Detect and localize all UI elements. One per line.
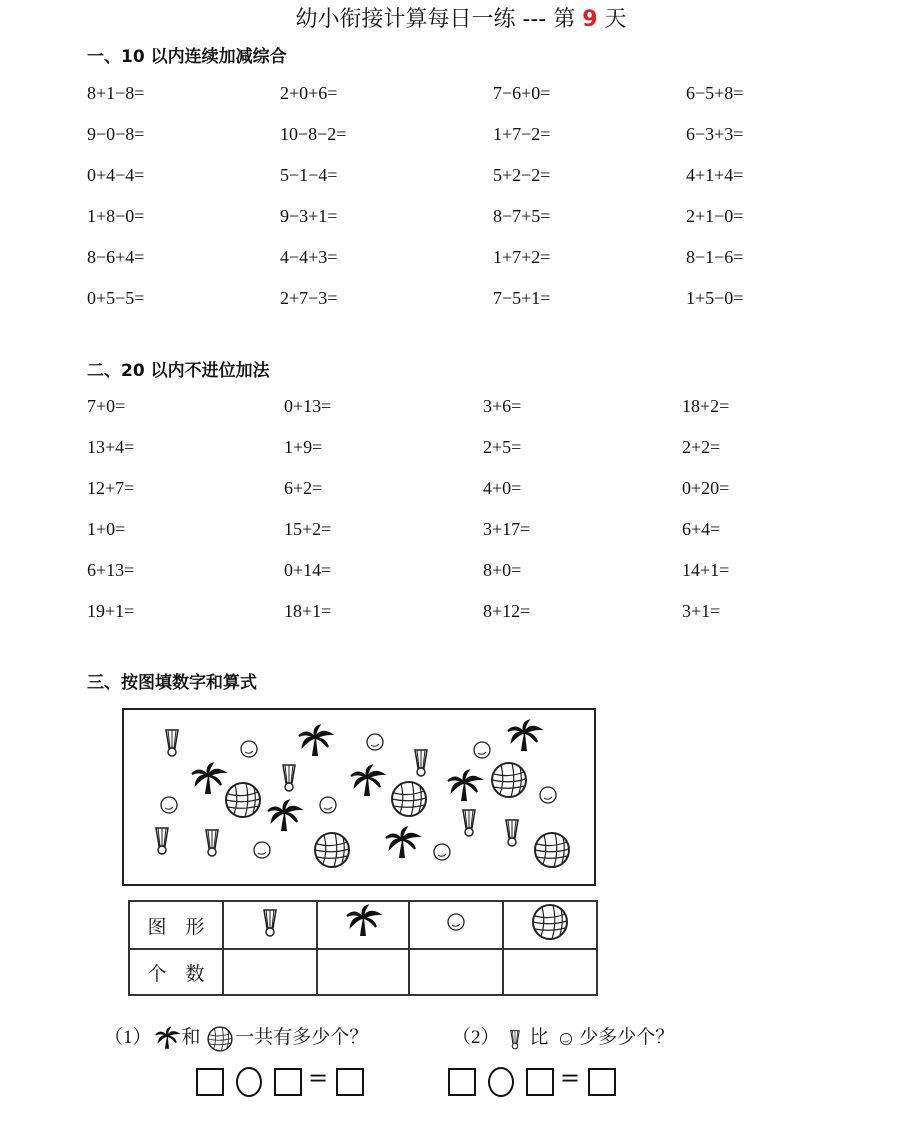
equation: 19+1= bbox=[87, 601, 135, 621]
equation: 2+1−0= bbox=[686, 206, 744, 226]
equation: 2+7−3= bbox=[280, 288, 338, 308]
equation: 7+0= bbox=[87, 396, 126, 416]
count-cell-circle[interactable] bbox=[409, 949, 503, 995]
equation: 6−3+3= bbox=[686, 124, 744, 144]
equation: 2+0+6= bbox=[280, 83, 338, 103]
picture-canvas bbox=[124, 710, 594, 884]
equation: 3+17= bbox=[483, 519, 531, 539]
page-title bbox=[0, 2, 922, 33]
equation: 7−5+1= bbox=[493, 288, 551, 308]
equation: 12+7= bbox=[87, 478, 135, 498]
equation: 15+2= bbox=[284, 519, 332, 539]
equation: 5+2−2= bbox=[493, 165, 551, 185]
small-circle-icon bbox=[553, 1025, 579, 1053]
small-circle-icon bbox=[409, 901, 503, 949]
section3-heading: 三、按图填数字和算式 bbox=[87, 673, 257, 693]
q1-number: （1） bbox=[104, 1027, 152, 1048]
count-cell-shuttlecock[interactable] bbox=[223, 949, 317, 995]
answer-box[interactable] bbox=[274, 1068, 302, 1096]
day-number: 9 bbox=[582, 7, 598, 32]
answer-box[interactable] bbox=[588, 1068, 616, 1096]
shuttlecock-icon bbox=[223, 901, 317, 949]
equation: 4−4+3= bbox=[280, 247, 338, 267]
count-cell-ball[interactable] bbox=[503, 949, 597, 995]
section2-heading: 二、20 以内不进位加法 bbox=[87, 361, 270, 381]
equation: 1+9= bbox=[284, 437, 323, 457]
count-table bbox=[128, 900, 598, 996]
section1-heading: 一、10 以内连续加减综合 bbox=[87, 47, 287, 67]
equation: 1+7−2= bbox=[493, 124, 551, 144]
answer-box[interactable] bbox=[336, 1068, 364, 1096]
equation: 8+1−8= bbox=[87, 83, 145, 103]
equation: 3+6= bbox=[483, 396, 522, 416]
equation: 2+5= bbox=[483, 437, 522, 457]
row-label: 个 数 bbox=[129, 949, 223, 995]
equation: 18+2= bbox=[682, 396, 730, 416]
equation: 6+4= bbox=[682, 519, 721, 539]
equals-sign: = bbox=[308, 1064, 329, 1092]
equation: 4+1+4= bbox=[686, 165, 744, 185]
ball-icon bbox=[503, 901, 597, 949]
equation: 0+13= bbox=[284, 396, 332, 416]
equation: 4+0= bbox=[483, 478, 522, 498]
equation: 6+13= bbox=[87, 560, 135, 580]
q2-text: 少多少个？ bbox=[579, 1027, 675, 1048]
equation: 2+2= bbox=[682, 437, 721, 457]
equation: 7−6+0= bbox=[493, 83, 551, 103]
equation: 1+5−0= bbox=[686, 288, 744, 308]
equation: 0+14= bbox=[284, 560, 332, 580]
equation: 6+2= bbox=[284, 478, 323, 498]
equation: 0+4−4= bbox=[87, 165, 145, 185]
equation: 10−8−2= bbox=[280, 124, 347, 144]
equation: 8+12= bbox=[483, 601, 531, 621]
equation: 5−1−4= bbox=[280, 165, 338, 185]
title-text: 幼小衔接计算每日一练 --- 第 bbox=[295, 7, 583, 32]
equation: 1+7+2= bbox=[493, 247, 551, 267]
title-suffix: 天 bbox=[597, 7, 627, 32]
equation: 14+1= bbox=[682, 560, 730, 580]
equation: 1+8−0= bbox=[87, 206, 145, 226]
equation: 18+1= bbox=[284, 601, 332, 621]
equation: 8+0= bbox=[483, 560, 522, 580]
equation: 8−6+4= bbox=[87, 247, 145, 267]
answer-box[interactable] bbox=[526, 1068, 554, 1096]
answer-box[interactable] bbox=[448, 1068, 476, 1096]
operator-circle[interactable] bbox=[236, 1067, 262, 1097]
equation: 0+5−5= bbox=[87, 288, 145, 308]
equation: 0+20= bbox=[682, 478, 730, 498]
q2-number: （2） bbox=[452, 1027, 500, 1048]
equation: 13+4= bbox=[87, 437, 135, 457]
equation: 8−7+5= bbox=[493, 206, 551, 226]
table-row-shapes bbox=[129, 901, 597, 949]
q1-text: 一共有多少个？ bbox=[235, 1027, 369, 1048]
equals-sign: = bbox=[560, 1064, 581, 1092]
question-1 bbox=[104, 1022, 368, 1053]
equation: 8−1−6= bbox=[686, 247, 744, 267]
shuttlecock-icon bbox=[500, 1025, 530, 1053]
q2-compare: 比 bbox=[529, 1027, 549, 1048]
equation: 9−0−8= bbox=[87, 124, 145, 144]
counting-picture bbox=[122, 708, 596, 886]
q1-and: 和 bbox=[181, 1027, 201, 1048]
ball-icon bbox=[205, 1025, 235, 1053]
equation: 9−3+1= bbox=[280, 206, 338, 226]
equation: 3+1= bbox=[682, 601, 721, 621]
equation: 6−5+8= bbox=[686, 83, 744, 103]
table-row-counts bbox=[129, 949, 597, 995]
palm-tree-icon bbox=[317, 901, 409, 949]
palm-tree-icon bbox=[152, 1025, 182, 1053]
row-label: 图 形 bbox=[129, 901, 223, 949]
answer-box[interactable] bbox=[196, 1068, 224, 1096]
operator-circle[interactable] bbox=[488, 1067, 514, 1097]
count-cell-palm[interactable] bbox=[317, 949, 409, 995]
question-2 bbox=[452, 1022, 674, 1053]
equation: 1+0= bbox=[87, 519, 126, 539]
